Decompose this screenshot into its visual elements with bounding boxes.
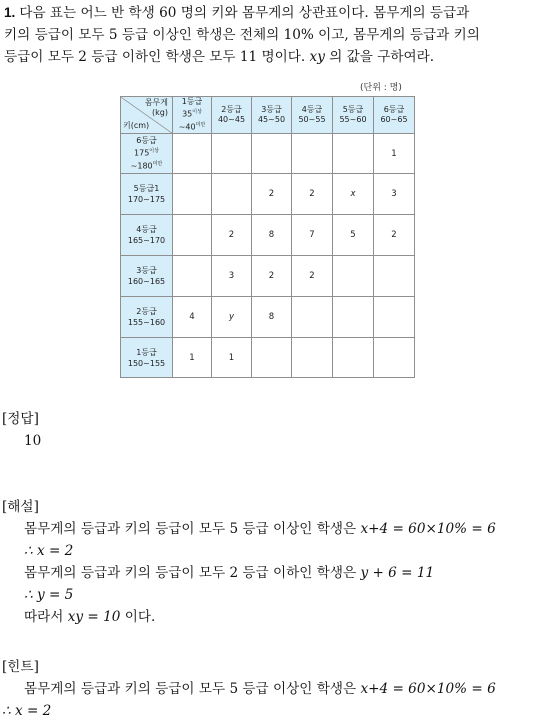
table-cell — [374, 256, 415, 297]
table-cell — [333, 297, 374, 338]
table-row — [121, 134, 415, 174]
solution-section — [2, 496, 535, 628]
table-cell — [292, 297, 333, 338]
table-cell: 2 — [252, 174, 292, 215]
table-corner: 몸무게 (kg) 키(cm) — [121, 97, 173, 134]
table-header-row — [121, 97, 415, 134]
column-header: 5등급 55~60 — [333, 97, 374, 134]
table-row — [121, 297, 415, 338]
table-cell: 2 — [292, 256, 333, 297]
table-cell — [292, 338, 333, 378]
solution-line-5: 따라서 xy = 10 이다. — [24, 609, 156, 625]
answer-section — [2, 408, 41, 452]
table-cell — [333, 134, 374, 174]
table-cell: 2 — [212, 215, 252, 256]
answer-label: [정답] — [2, 411, 39, 427]
table-cell: 4 — [173, 297, 212, 338]
solution-label: [해설] — [2, 499, 39, 515]
table-cell — [292, 134, 333, 174]
table-cell — [252, 338, 292, 378]
column-header: 1등급 $35^{이상}$ $\sim 40^{미만}$ — [173, 97, 212, 134]
hint-line-1: 몸무게의 등급과 키의 등급이 모두 5 등급 이상인 학생은 x+4 = 60×10% = 6 — [24, 681, 496, 697]
table-row — [121, 174, 415, 215]
problem-text — [4, 2, 532, 68]
problem-line-2: 키의 등급이 모두 5 등급 이상인 학생은 전체의 10% 이고, 몸무게의 등급과 키의 — [4, 27, 480, 43]
table-cell: 3 — [374, 174, 415, 215]
table-cell — [333, 256, 374, 297]
table-cell — [374, 297, 415, 338]
answer-value: 10 — [24, 433, 42, 449]
table-cell: 1 — [173, 338, 212, 378]
table-cell — [173, 134, 212, 174]
table-cell: x — [333, 174, 374, 215]
problem-number: 1. — [4, 5, 16, 20]
table-cell — [212, 134, 252, 174]
row-header: 5등급1 170~175 — [121, 174, 173, 215]
row-header: 2등급 155~160 — [121, 297, 173, 338]
table-cell — [173, 174, 212, 215]
table-cell — [252, 134, 292, 174]
row-header: 6등급 $175^{이상}$ $\sim 180^{미만}$ — [121, 134, 173, 174]
correlation-table — [120, 96, 415, 378]
solution-line-3: 몸무게의 등급과 키의 등급이 모두 2 등급 이하인 학생은 y + 6 = 11 — [24, 565, 435, 581]
solution-line-1: 몸무게의 등급과 키의 등급이 모두 5 등급 이상인 학생은 x+4 = 60×10% = 6 — [24, 521, 496, 537]
column-header: 3등급 45~50 — [252, 97, 292, 134]
table-cell: y — [212, 297, 252, 338]
solution-line-2: ∴ x = 2 — [24, 543, 74, 559]
column-header: 2등급 40~45 — [212, 97, 252, 134]
table-cell: 2 — [292, 174, 333, 215]
table-cell: 2 — [374, 215, 415, 256]
hint-label: [힌트] — [2, 659, 39, 675]
row-header: 3등급 160~165 — [121, 256, 173, 297]
table-cell: 1 — [212, 338, 252, 378]
table-cell — [173, 215, 212, 256]
table-cell: 3 — [212, 256, 252, 297]
row-header: 4등급 165~170 — [121, 215, 173, 256]
problem-line-1: 1. 다음 표는 어느 반 학생 60 명의 키와 몸무게의 상관표이다. 몸무게의 등급과 — [4, 5, 470, 21]
table-cell: 8 — [252, 215, 292, 256]
table-cell: 1 — [374, 134, 415, 174]
solution-line-4: ∴ y = 5 — [24, 587, 74, 603]
table-row — [121, 256, 415, 297]
hint-line-2: ∴ x = 2 — [2, 703, 52, 719]
row-header: 1등급 150~155 — [121, 338, 173, 378]
column-header: 4등급 50~55 — [292, 97, 333, 134]
table-row — [121, 338, 415, 378]
table-cell — [333, 338, 374, 378]
problem-line-3: 등급이 모두 2 등급 이하인 학생은 모두 11 명이다. xy 의 값을 구하여라. — [4, 49, 435, 65]
table-cell — [374, 338, 415, 378]
column-header: 6등급 60~65 — [374, 97, 415, 134]
table-cell — [212, 174, 252, 215]
table-cell: 8 — [252, 297, 292, 338]
hint-section — [2, 656, 535, 722]
table-cell — [173, 256, 212, 297]
table-cell: 7 — [292, 215, 333, 256]
table-row — [121, 215, 415, 256]
table-cell: 5 — [333, 215, 374, 256]
table-unit: (단위 : 명) — [360, 83, 402, 93]
table-cell: 2 — [252, 256, 292, 297]
